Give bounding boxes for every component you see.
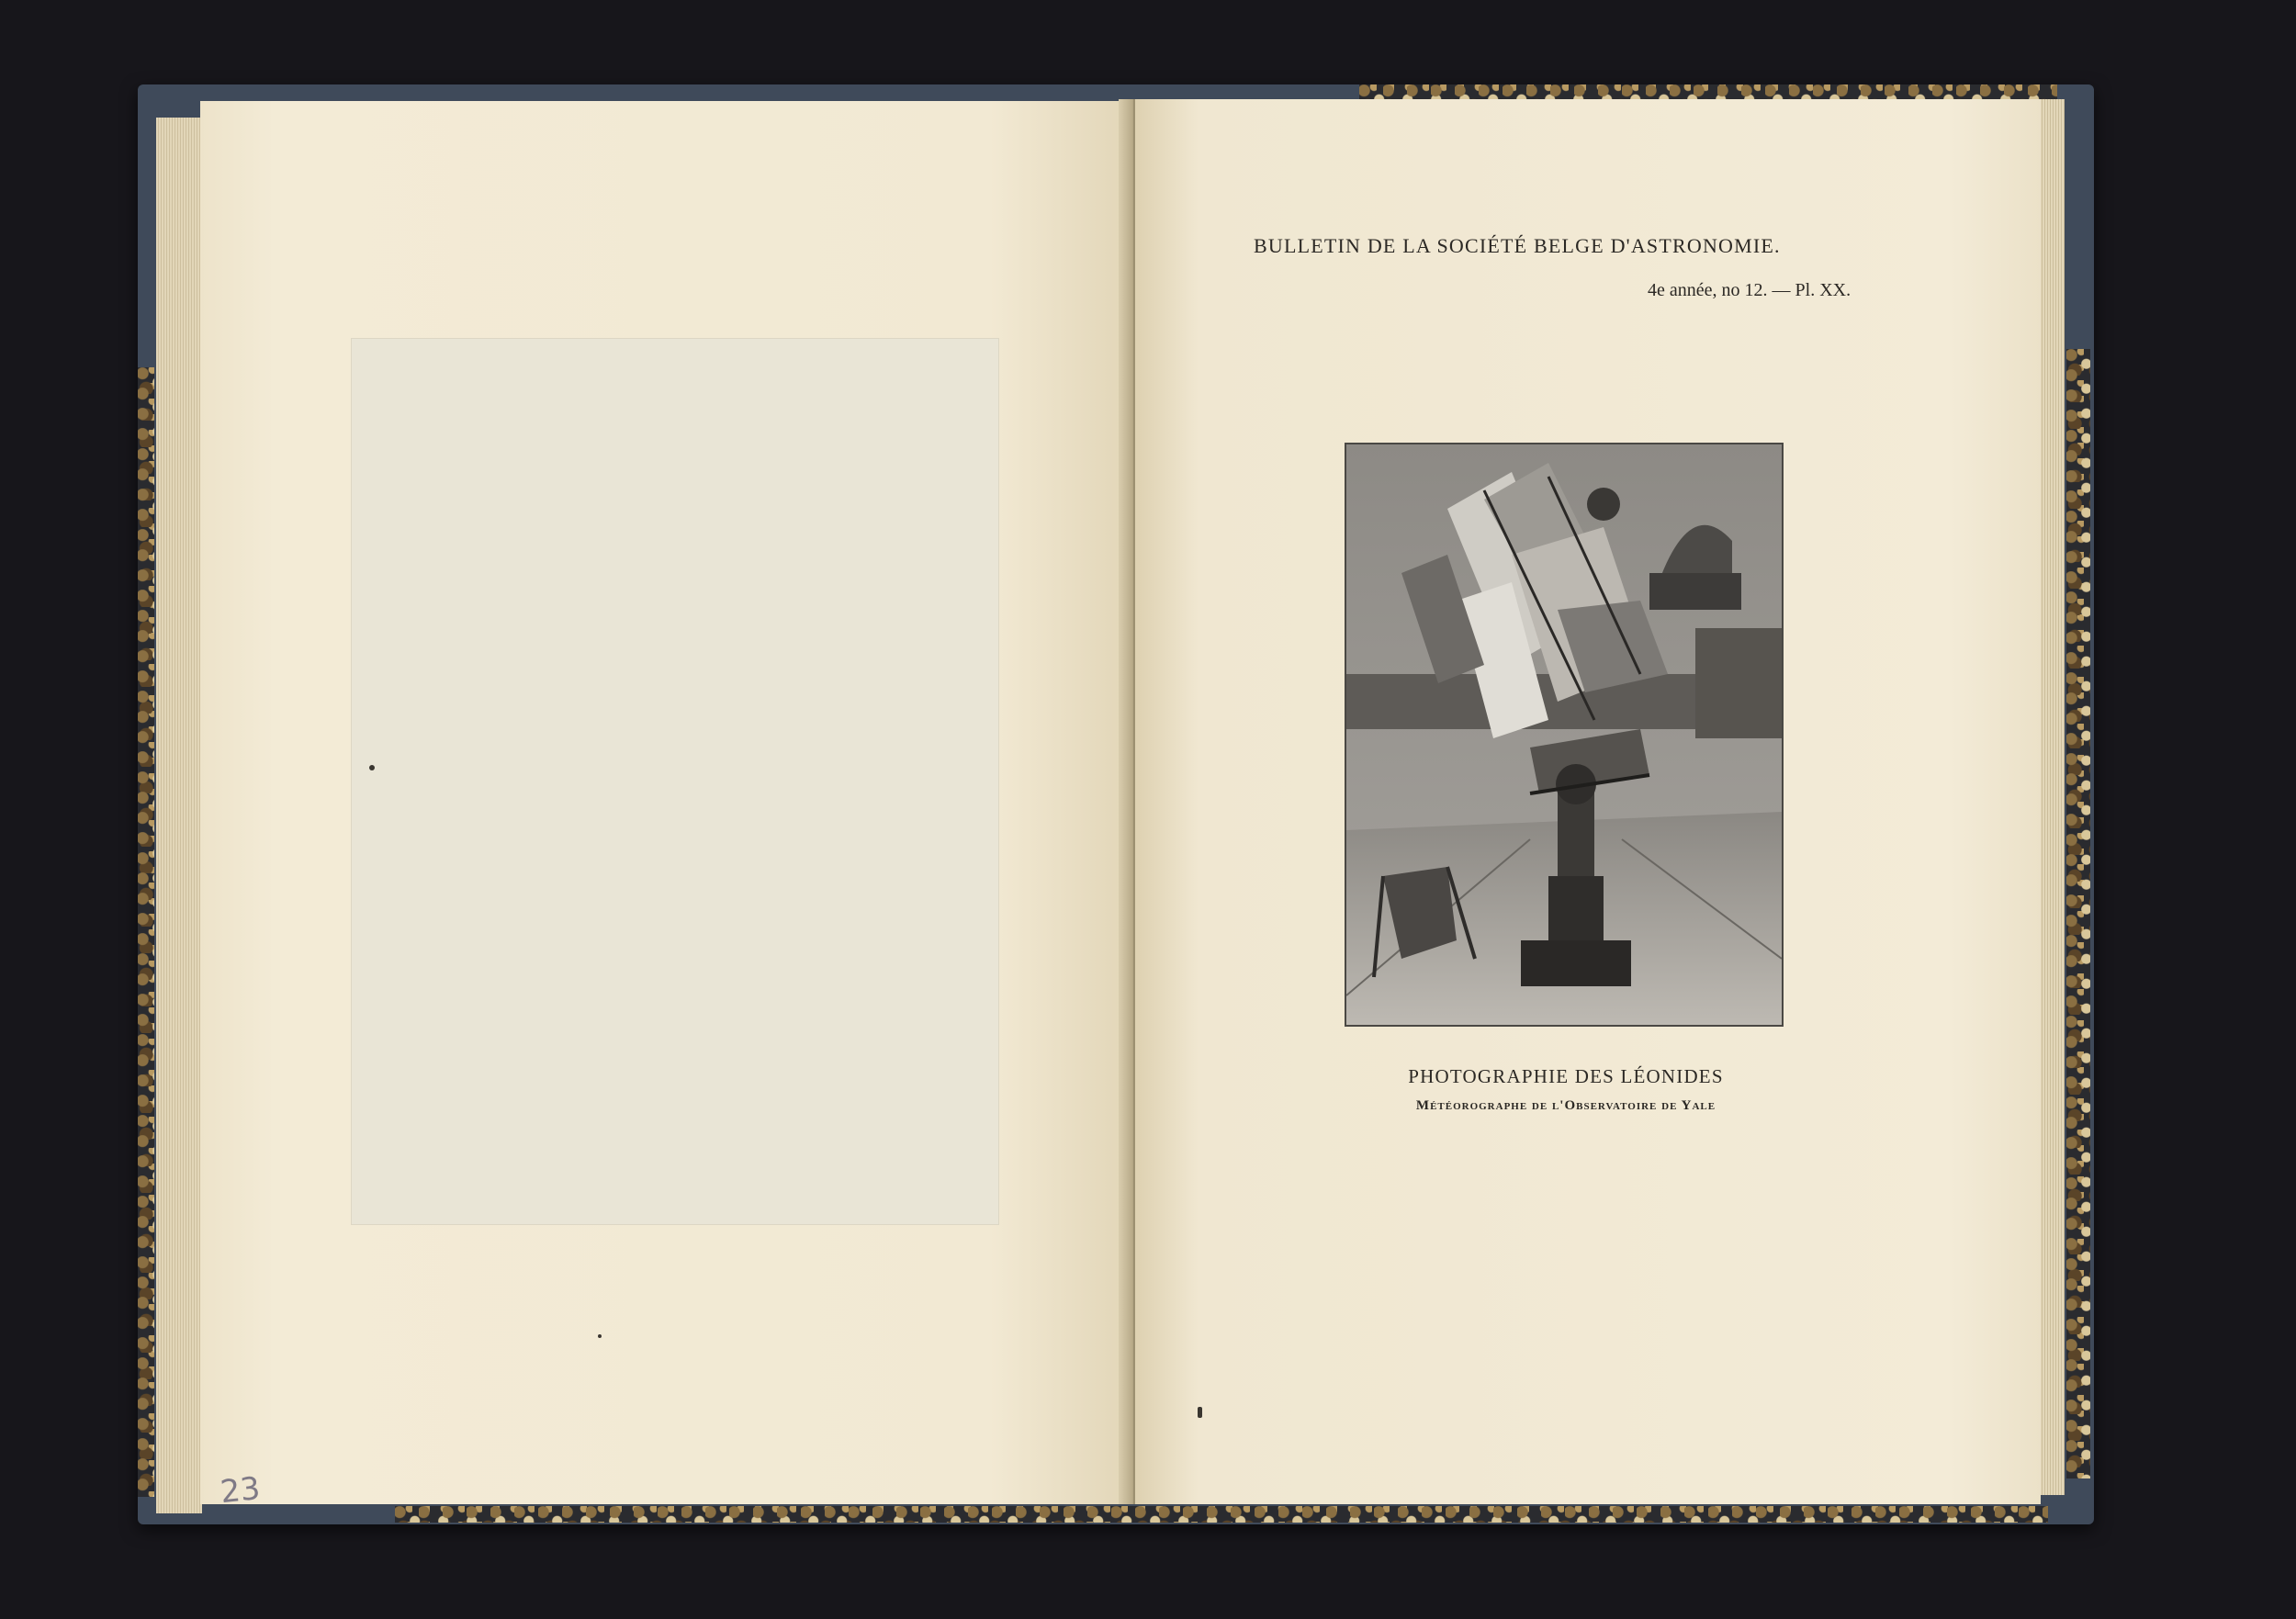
marbled-edge-right	[2066, 349, 2090, 1478]
page-speck	[598, 1334, 602, 1338]
issue-reference: 4e année, no 12. — Pl. XX.	[1648, 280, 1851, 300]
pencil-page-number: 23	[219, 1469, 263, 1512]
bleed-through-text	[542, 246, 974, 264]
page-speck	[369, 765, 375, 770]
plate-title: PHOTOGRAPHIE DES LÉONIDES	[1408, 1065, 1724, 1087]
marbled-edge-bottom	[395, 1506, 2048, 1523]
page-edges-left	[156, 118, 202, 1513]
marbled-edge-left	[138, 367, 154, 1497]
page-edges-right	[2037, 99, 2065, 1495]
journal-title: BULLETIN DE LA SOCIÉTÉ BELGE D'ASTRONOMIE.	[1254, 234, 1781, 257]
plate-caption: Météorographe de l'Observatoire de Yale	[1415, 1098, 1716, 1113]
plate-photograph	[1346, 444, 1782, 1025]
tissue-guard	[351, 338, 999, 1225]
meteorograph-telescope-illustration	[1346, 444, 1782, 1025]
page-speck	[1198, 1407, 1202, 1418]
